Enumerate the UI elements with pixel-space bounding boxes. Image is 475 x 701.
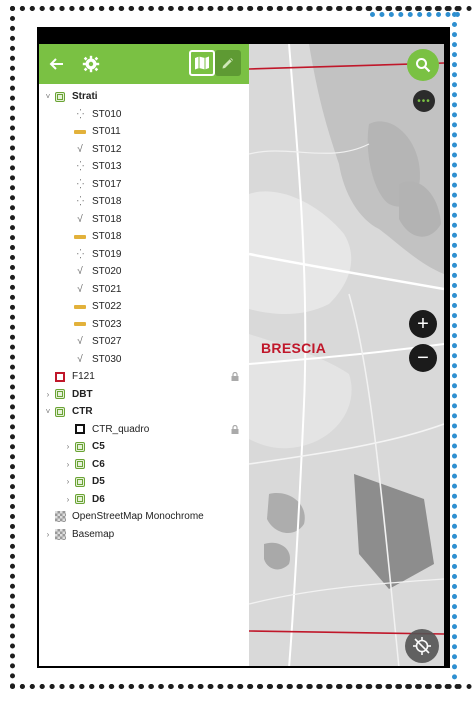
zoom-out-button[interactable] xyxy=(409,344,437,372)
line-layer-icon xyxy=(73,126,87,138)
layer-row[interactable] xyxy=(39,438,249,456)
arrow-left-icon xyxy=(49,56,65,72)
layer-row[interactable] xyxy=(39,263,249,281)
layers-icon xyxy=(73,493,87,505)
layer-label: F121 xyxy=(72,371,95,383)
point-layer-icon: ⁛ xyxy=(76,108,84,119)
layer-row[interactable] xyxy=(39,473,249,491)
layer-row[interactable] xyxy=(39,106,249,124)
layer-row[interactable] xyxy=(39,123,249,141)
layer-label: ST018 xyxy=(92,231,122,243)
layer-label: ST030 xyxy=(92,353,122,365)
layer-label: OpenStreetMap Monochrome xyxy=(72,511,204,523)
more-icon: ••• xyxy=(417,95,431,107)
map-view[interactable] xyxy=(249,44,444,668)
lock-icon xyxy=(231,425,239,434)
gps-button[interactable] xyxy=(405,629,439,663)
settings-button[interactable] xyxy=(79,52,103,76)
layers-icon xyxy=(53,406,67,418)
layer-row[interactable] xyxy=(39,193,249,211)
gear-icon xyxy=(82,55,100,73)
layer-row[interactable] xyxy=(39,368,249,386)
boundary-layer-icon xyxy=(53,371,67,383)
point-layer-icon: ⁛ xyxy=(76,196,84,207)
point-layer-icon: ⁛ xyxy=(76,161,84,172)
minus-icon: − xyxy=(417,346,429,369)
decorative-frame-bottom xyxy=(10,684,472,689)
layer-label: ST012 xyxy=(92,143,122,155)
layer-row[interactable] xyxy=(39,158,249,176)
polygon-layer-icon: √ xyxy=(77,353,83,365)
chevron-right-icon[interactable]: › xyxy=(66,442,70,452)
layer-row[interactable] xyxy=(39,403,249,421)
lock-icon xyxy=(231,372,239,381)
chevron-right-icon[interactable]: › xyxy=(66,459,70,469)
chevron-down-icon[interactable]: ˅ xyxy=(45,407,51,417)
polygon-layer-icon: √ xyxy=(77,143,83,155)
layer-label: ST023 xyxy=(92,318,122,330)
layer-label: CTR xyxy=(72,406,93,418)
layer-label: ST027 xyxy=(92,336,122,348)
layer-row[interactable] xyxy=(39,456,249,474)
decorative-frame-blue xyxy=(452,12,457,680)
point-layer-icon: ⁛ xyxy=(76,248,84,259)
polygon-layer-icon: √ xyxy=(77,213,83,225)
more-options-button[interactable] xyxy=(413,90,435,112)
gps-off-icon xyxy=(412,636,432,656)
line-layer-icon xyxy=(73,301,87,313)
map-icon xyxy=(194,55,210,71)
plus-icon: + xyxy=(417,312,429,335)
back-button[interactable] xyxy=(45,52,69,76)
layer-row[interactable] xyxy=(39,141,249,159)
layer-row[interactable] xyxy=(39,491,249,509)
polygon-layer-icon: √ xyxy=(77,283,83,295)
layer-label: C5 xyxy=(92,441,105,453)
layer-row[interactable] xyxy=(39,228,249,246)
layer-row[interactable] xyxy=(39,508,249,526)
layer-row[interactable] xyxy=(39,211,249,229)
chevron-right-icon[interactable]: › xyxy=(66,477,70,487)
layer-label: ST020 xyxy=(92,266,122,278)
layers-icon xyxy=(53,91,67,103)
chevron-right-icon[interactable]: › xyxy=(46,529,50,539)
decorative-frame-blue-top xyxy=(370,12,460,17)
layer-label: Basemap xyxy=(72,528,115,540)
polygon-layer-icon: √ xyxy=(77,266,83,278)
layer-label: ST013 xyxy=(92,161,122,173)
layer-row[interactable] xyxy=(39,316,249,334)
layers-icon xyxy=(73,458,87,470)
layer-row[interactable] xyxy=(39,351,249,369)
search-icon xyxy=(415,57,431,73)
layer-label: ST010 xyxy=(92,108,122,120)
layers-panel xyxy=(39,44,249,668)
layer-row[interactable] xyxy=(39,526,249,544)
panel-header xyxy=(39,44,249,84)
chevron-right-icon[interactable]: › xyxy=(46,389,50,399)
line-layer-icon xyxy=(73,318,87,330)
layer-label: Strati xyxy=(72,91,98,103)
layer-tree xyxy=(39,84,249,543)
search-button[interactable] xyxy=(407,49,439,81)
pencil-icon xyxy=(220,55,236,71)
line-layer-icon xyxy=(73,231,87,243)
polygon-layer-icon: √ xyxy=(77,336,83,348)
map-mode-button[interactable] xyxy=(189,50,215,76)
layer-label: D6 xyxy=(92,493,105,505)
layer-label: ST022 xyxy=(92,301,122,313)
layer-row[interactable] xyxy=(39,333,249,351)
device-screen xyxy=(37,27,450,668)
layer-label: D5 xyxy=(92,476,105,488)
layers-icon xyxy=(73,441,87,453)
layer-label: DBT xyxy=(72,388,93,400)
layers-icon xyxy=(73,476,87,488)
layer-row[interactable] xyxy=(39,281,249,299)
layers-icon xyxy=(53,388,67,400)
layer-label: C6 xyxy=(92,458,105,470)
layer-label: ST018 xyxy=(92,213,122,225)
layer-row[interactable] xyxy=(39,88,249,106)
point-layer-icon: ⁛ xyxy=(76,178,84,189)
layer-row[interactable] xyxy=(39,386,249,404)
layer-label: ST011 xyxy=(92,126,121,138)
layer-row[interactable] xyxy=(39,298,249,316)
raster-layer-icon xyxy=(53,511,67,523)
layer-label: ST021 xyxy=(92,283,122,295)
layer-row[interactable] xyxy=(39,246,249,264)
city-label: BRESCIA xyxy=(261,340,327,356)
layer-label: ST019 xyxy=(92,248,122,260)
zoom-in-button[interactable] xyxy=(409,310,437,338)
frame-layer-icon xyxy=(73,423,87,435)
chevron-down-icon[interactable]: ˅ xyxy=(45,92,51,102)
edit-mode-button[interactable] xyxy=(215,50,241,76)
layer-label: ST018 xyxy=(92,196,122,208)
layer-label: CTR_quadro xyxy=(92,423,150,435)
layer-label: ST017 xyxy=(92,178,122,190)
raster-layer-icon xyxy=(53,528,67,540)
layer-row[interactable] xyxy=(39,421,249,439)
layer-row[interactable] xyxy=(39,176,249,194)
chevron-right-icon[interactable]: › xyxy=(66,494,70,504)
